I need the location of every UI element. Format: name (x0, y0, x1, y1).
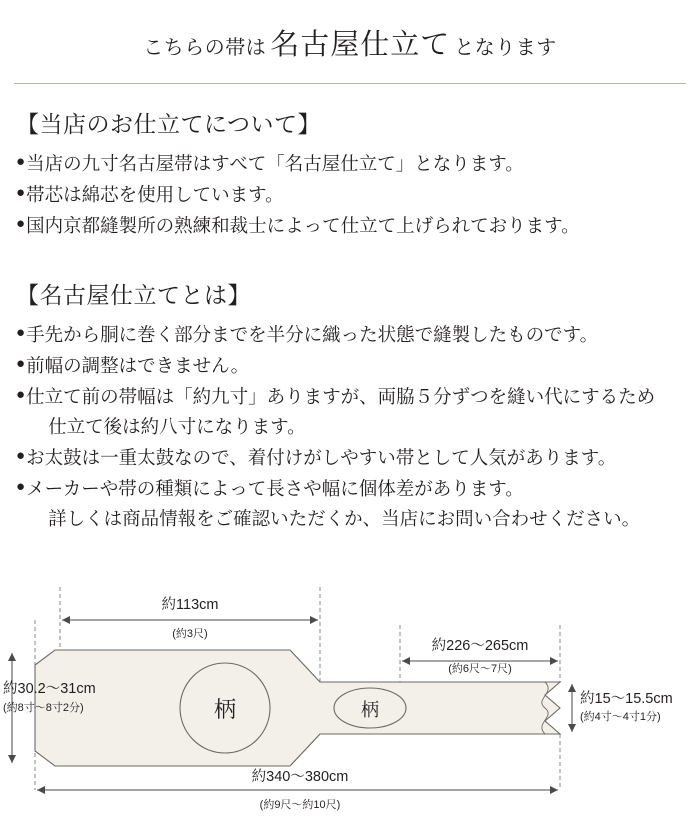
section-title: 【当店のお仕立てについて】 (16, 111, 322, 137)
section-title: 【名古屋仕立てとは】 (16, 281, 251, 308)
list-item-text (26, 382, 684, 442)
list-item (16, 443, 684, 473)
section-shop-tailoring (0, 106, 700, 241)
list-item (16, 211, 684, 241)
list-item-text: 帯芯は綿芯を使用しています。 (26, 183, 284, 205)
bullet-dot-icon: ● (16, 183, 26, 201)
list-item-text: 前幅の調整はできません。 (26, 354, 250, 376)
measure-width-right: 約15〜15.5cm (580, 691, 673, 707)
bullet-dot-icon: ● (16, 323, 26, 341)
measure-tesaki-length-sub: (約3尺) (172, 628, 208, 640)
list-item (16, 320, 684, 350)
measure-tesaki-length: 約113cm (161, 597, 219, 613)
list-item (16, 382, 684, 442)
list-item-line1: 仕立て前の帯幅は「約九寸」ありますが、両脇５分ずつを縫い代にするため (26, 385, 656, 407)
bullet-dot-icon: ● (16, 153, 26, 170)
section-nagoya-definition (0, 277, 700, 534)
list-item-text: 手先から胴に巻く部分までを半分に織った状態で縫製したものです。 (26, 323, 599, 345)
pattern-label-large: 柄 (213, 697, 237, 722)
bullet-dot-icon: ● (16, 214, 26, 232)
list-item (16, 149, 684, 179)
list-item-text: お太鼓は一重太鼓なので、着付けがしやすい帯として人気があります。 (26, 446, 617, 468)
pattern-label-small: 柄 (361, 700, 379, 720)
page-title (0, 0, 700, 75)
measure-total-length-sub: (約9尺〜約10尺) (259, 799, 341, 811)
list-item-text: 国内京都縫製所の熟練和裁士によって仕立て上げられております。 (26, 214, 580, 236)
list-item-text (26, 474, 684, 534)
measure-width-left: 約30.2〜31cm (3, 681, 96, 697)
measure-taiko-length-sub: (約6尺〜7尺) (448, 663, 512, 675)
bullet-dot-icon: ● (16, 385, 26, 403)
list-item-line2: 仕立て後は約八寸になります。 (48, 415, 306, 437)
bullet-dot-icon: ● (16, 477, 26, 495)
list-item (16, 351, 684, 381)
list-item-text: 当店の九寸名古屋帯はすべて「名古屋仕立て」となります。 (26, 153, 524, 174)
bullet-dot-icon: ● (16, 446, 26, 464)
header-divider (14, 83, 686, 84)
measure-width-right-sub: (約4寸〜4寸1分) (580, 711, 661, 723)
list-item (16, 474, 684, 534)
measure-total-length: 約340〜380cm (251, 769, 349, 785)
list-item-line1: メーカーや帯の種類によって長さや幅に個体差があります。 (26, 477, 524, 499)
measure-taiko-length: 約226〜265cm (431, 638, 529, 654)
obi-dimension-diagram (0, 565, 700, 840)
measure-width-left-sub: (約8寸〜8寸2分) (3, 702, 84, 714)
list-item (16, 180, 684, 210)
title-lead: こちらの帯は (143, 37, 267, 59)
list-item-line2: 詳しくは商品情報をご確認いただくか、当店にお問い合わせください。 (48, 507, 641, 529)
bullet-dot-icon: ● (16, 354, 26, 372)
title-trail: となります (454, 37, 557, 59)
title-main: 名古屋仕立て (270, 29, 451, 61)
